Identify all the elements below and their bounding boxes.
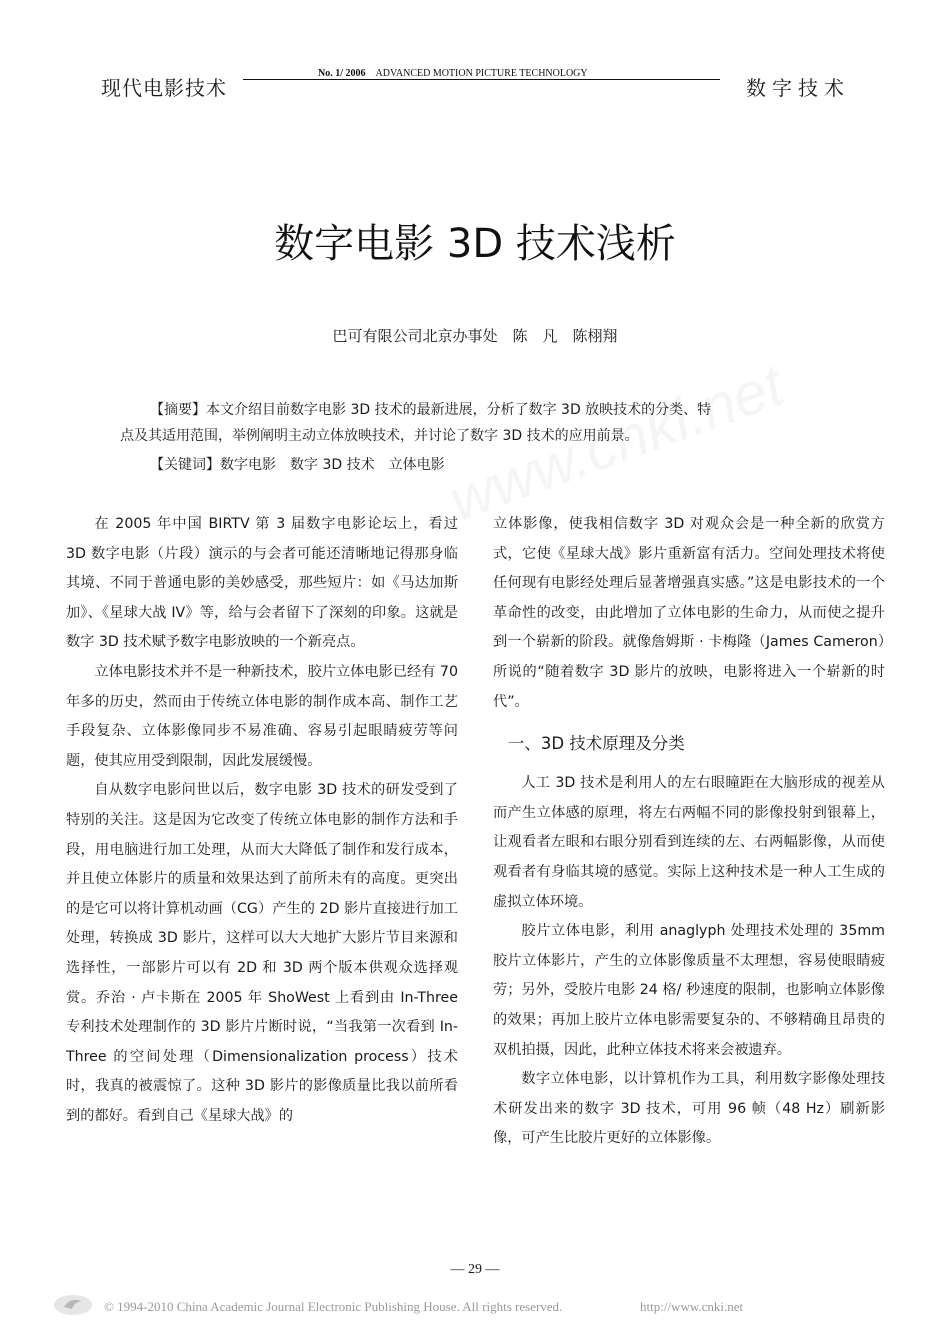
footer-copyright: © 1994-2010 China Academic Journal Electronic Publishing House. All rights reserved. — [104, 1299, 563, 1314]
abstract — [120, 397, 840, 449]
journal-name-en: ADVANCED MOTION PICTURE TECHNOLOGY — [375, 68, 588, 79]
body-column-right — [493, 510, 885, 1154]
section-category: 数字技术 — [746, 76, 850, 100]
body-column-left — [66, 510, 458, 1131]
footer-url[interactable]: http://www.cnki.net — [640, 1299, 744, 1314]
article-title: 数字电影 3D 技术浅析 — [274, 221, 676, 267]
paragraph: 立体电影技术并不是一种新技术，胶片立体电影已经有 70 年多的历史，然而由于传统立体电影的制作成本高、制作工艺手段复杂、立体影像同步不易准确、容易引起眼睛疲劳等问题，使其应用受到限制，因此发展缓慢。 — [66, 663, 458, 769]
header-issue-line — [318, 68, 588, 79]
paragraph: 在 2005 年中国 BIRTV 第 3 届数字电影论坛上，看过 3D 数字电影（片段）演示的与会者可能还清晰地记得那身临其境、不同于普通电影的美妙感受，那些短片：如《马达加斯加》、《星球大战 IV》等，给与会者留下了深刻的印象。这就是数字 3D 技术赋予数字电影放映的一个新亮点。 — [66, 516, 458, 651]
paragraph: 自从数字电影问世以后，数字电影 3D 技术的研发受到了特别的关注。这是因为它改变了传统立体电影的制作方法和手段，用电脑进行加工处理，从而大大降低了制作和发行成本，并且使立体影片的质量和效果达到了前所未有的高度。更突出的是它可以将计算机动画（CG）产生的 2D 影片直接进行加工处理，转换成 3D 影片，这样可以大大地扩大影片节目来源和选择性，一部影片可以有 2D 和 3D 两个版本供观众选择观赏。乔治 · 卢卡斯在 2005 年 ShoWest 上看到由 In-Three 专利技术处理制作的 3D 影片片断时说，“当我第一次看到 In-Three 的空间处理（Dimensionalization process）技术时，我真的被震惊了。这种 3D 影片的影像质量比我以前所看到的都好。看到自己《星球大战》的 — [66, 782, 458, 1124]
abstract-line-2: 点及其适用范围，举例阐明主动立体放映技术，并讨论了数字 3D 技术的应用前景。 — [120, 428, 639, 444]
paragraph: 数字立体电影，以计算机作为工具，利用数字影像处理技术研发出来的数字 3D 技术，可用 96 帧（48 Hz）刷新影像，可产生比胶片更好的立体影像。 — [493, 1071, 885, 1147]
keywords: 【关键词】数字电影 数字 3D 技术 立体电影 — [150, 457, 445, 473]
abstract-line-1: 【摘要】本文介绍目前数字电影 3D 技术的最新进展，分析了数字 3D 放映技术的分类、特 — [150, 402, 712, 418]
paragraph: 胶片立体电影，利用 anaglyph 处理技术处理的 35mm 胶片立体影片，产生的立体影像质量不太理想，容易使眼睛疲劳；另外，受胶片电影 24 格/ 秒速度的限制，也影响立体影像的效果；再加上胶片立体电影需要复杂的、不够精确且昂贵的双机拍摄，因此，此种立体技术将来会被遗弃。 — [493, 923, 885, 1058]
cnki-logo-icon — [52, 1292, 94, 1318]
journal-name-cn: 现代电影技术 — [101, 76, 227, 100]
paragraph-continued: 立体影像，使我相信数字 3D 对观众会是一种全新的欣赏方式，它使《星球大战》影片重新富有活力。空间处理技术将使任何现有电影经处理后显著增强真实感。”这是电影技术的一个革命性的改变，由此增加了立体电影的生命力，从而使之提升到一个崭新的阶段。就像詹姆斯 · 卡梅隆（James Cameron）所说的“随着数字 3D 影片的放映，电影将进入一个崭新的时代”。 — [493, 516, 885, 710]
article-authors: 巴可有限公司北京办事处 陈 凡 陈栩翔 — [332, 327, 618, 345]
header-rule — [243, 79, 720, 80]
page-number: — 29 — — [450, 1262, 500, 1277]
issue-number: No. 1/ 2006 — [318, 68, 366, 79]
paragraph: 人工 3D 技术是利用人的左右眼瞳距在大脑形成的视差从而产生立体感的原理，将左右两幅不同的影像投射到银幕上，让观看者左眼和右眼分别看到连续的左、右两幅影像，从而使观看者有身临其境的感觉。实际上这种技术是一种人工生成的虚拟立体环境。 — [493, 775, 885, 910]
section-heading: 一、3D 技术原理及分类 — [507, 734, 685, 754]
